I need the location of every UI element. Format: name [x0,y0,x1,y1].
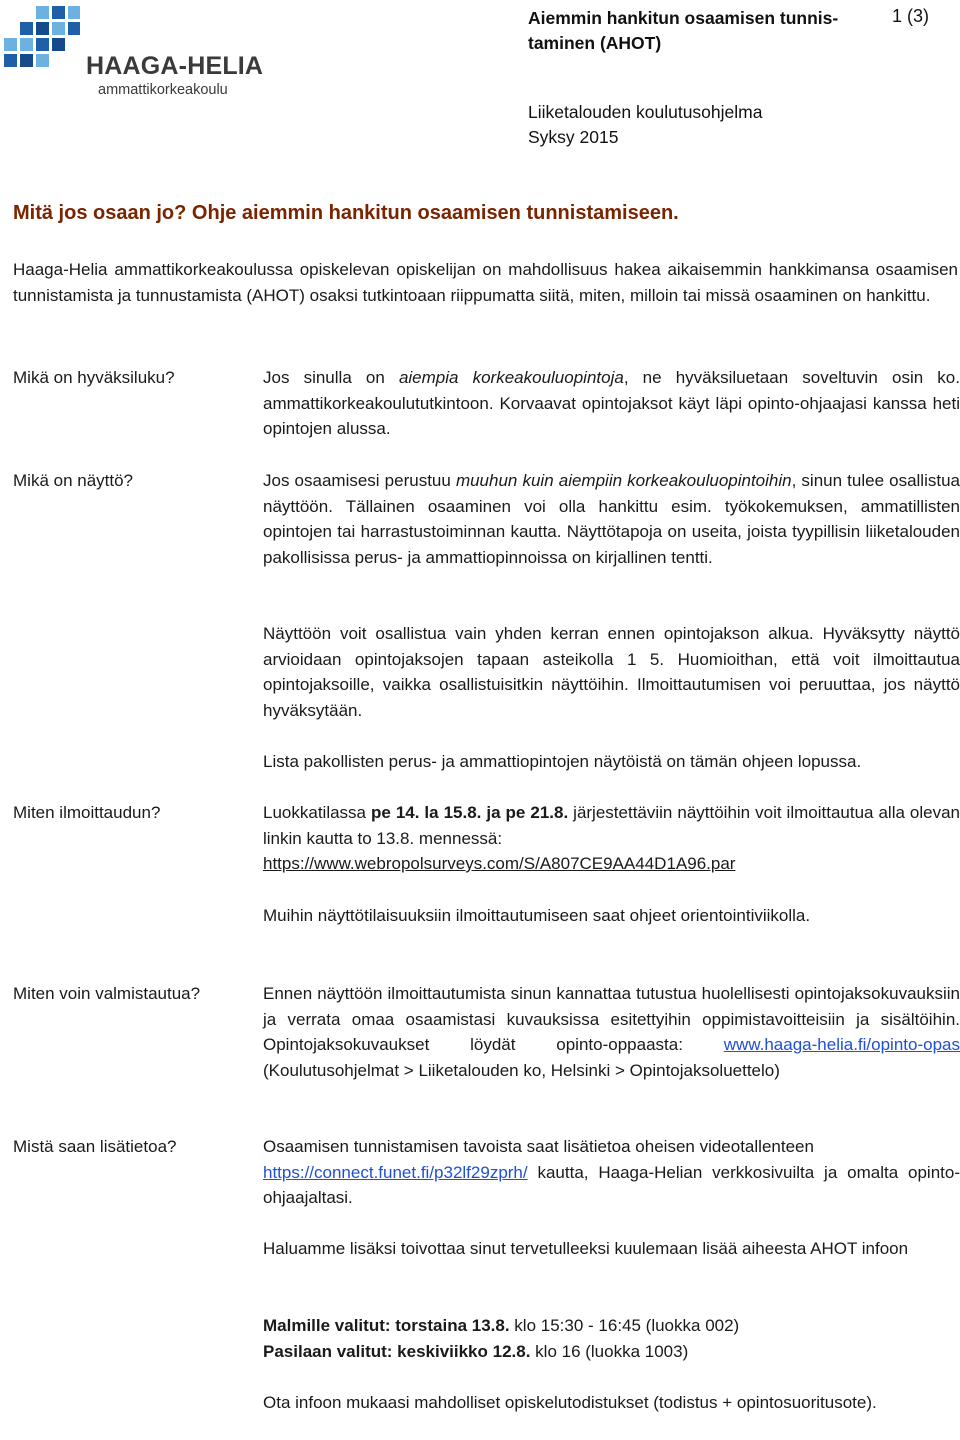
text-ilmoittaudun: Luokkatilassa pe 14. la 15.8. ja pe 21.8. järjestettäviin näyttöihin voit ilmoittautua alla olevan linkin kautta to 13.8. mennessä: https://www.webropolsurveys.com/S/A807CE9AA44D1A96.par [263,803,960,873]
emphasis-muu-osaaminen: muuhun kuin aiempiin korkeakouluopintoihin [455,471,792,490]
text-valmistautua: Ennen näyttöön ilmoittautumista sinun kannattaa tutustua huolellisesti opintojaksokuvauksiin ja verrata omaa osaamistasi kuvauksissa esitettyihin oppimistavoitteisiin ja sisältöihin. Opintojaksokuvaukset löydät opinto-oppaasta: www.haaga-helia.fi/opinto-opas (Koulutusohjelmat > Liiketalouden ko, Helsinki > Opintojaksoluettelo) [263,984,960,1080]
text-lisatietoa: Osaamisen tunnistamisen tavoista saat lisätietoa oheisen videotallenteen https://connect.funet.fi/p32lf29zprh/ kautta, Haaga-Helian verkkosivuilta ja omalta opinto-ohjaajaltasi. [263,1137,960,1207]
main-heading: Mitä jos osaan jo? Ohje aiemmin hankitun osaamisen tunnistamiseen. [13,202,679,224]
text-todistukset: Ota infoon mukaasi mahdolliset opiskelutodistukset (todistus + opintosuoritusote). [263,1393,877,1412]
term: Syksy 2015 [528,127,619,147]
logo-name: HAAGA-HELIA [86,52,264,80]
opinto-opas-link[interactable]: www.haaga-helia.fi/opinto-opas [723,1035,960,1054]
label-hyvaksiluku: Mikä on hyväksiluku? [13,368,175,387]
page-number: 1 (3) [892,6,930,26]
label-valmistautua: Miten voin valmistautua? [13,984,201,1003]
program-name: Liiketalouden koulutusohjelma [528,102,763,122]
label-ilmoittaudun: Miten ilmoittaudun? [13,803,161,822]
text-ahot-info: Haluamme lisäksi toivottaa sinut tervetulleeksi kuulemaan lisää aiheesta AHOT infoon [263,1239,909,1258]
dates-bold: pe 14. la 15.8. ja pe 21.8. [371,803,569,822]
logo-subtitle: ammattikorkeakoulu [98,82,228,98]
text-hyvaksiluku: Jos sinulla on aiempia korkeakouluopintoja, ne hyväksiluetaan soveltuvin osin ko. ammattikorkeakoulututkintoon. Korvaavat opintojaksot käyt läpi opinto-ohjaajasi kanssa heti opintojen alussa. [263,368,960,438]
text-naytto-arviointi: Näyttöön voit osallistua vain yhden kerran ennen opintojakson alkua. Hyväksytty näyttö arvioidaan opintojaksojen tapaan asteikolla 1 5. Huomioithan, että voit ilmoittautua opintojaksoille, vaikka osallistuisitkin näyttöihin. Ilmoittautumisen voi peruuttaa, jos näyttö hyväksytään. [263,624,960,720]
label-naytto: Mikä on näyttö? [13,471,134,490]
funet-video-link[interactable]: https://connect.funet.fi/p32lf29zprh/ [263,1162,528,1182]
emphasis-korkeakouluopinnot: aiempia korkeakouluopintoja [398,368,624,387]
intro-paragraph: Haaga-Helia ammattikorkeakoulussa opiskelevan opiskelijan on mahdollisuus hakea aikaisemmin hankkimansa osaamisen tunnistamista ja tunnustamista (AHOT) osaksi tutkintoaan riippumatta siitä, miten, milloin tai missä osaaminen on hankittu. [13,260,958,305]
label-lisatietoa: Mistä saan lisätietoa? [13,1137,177,1156]
webropol-link[interactable]: https://www.webropolsurveys.com/S/A807CE9AA44D1A96.par [263,854,736,873]
text-muut-nayttotilaisuudet: Muihin näyttötilaisuuksiin ilmoittautumiseen saat ohjeet orientointiviikolla. [263,906,811,925]
malmi-bold: Malmille valitut: torstaina 13.8. [263,1316,510,1335]
text-naytto-lista: Lista pakollisten perus- ja ammattiopintojen näytöistä on tämän ohjeen lopussa. [263,752,862,771]
haaga-helia-logo-mark [4,6,80,68]
text-info-sessions: Malmille valitut: torstaina 13.8. klo 15:30 - 16:45 (luokka 002) Pasilaan valitut: keskiviikko 12.8. klo 16 (luokka 1003) [263,1316,740,1361]
document-title: Aiemmin hankitun osaamisen tunnis-taminen (AHOT) [528,8,839,53]
pasila-bold: Pasilaan valitut: keskiviikko 12.8. [263,1341,531,1361]
text-naytto: Jos osaamisesi perustuu muuhun kuin aiempiin korkeakouluopintoihin, sinun tulee osallistua näyttöön. Tällainen osaaminen voi olla hankittu esim. työkokemuksen, ammatillisten opintojen tai harrastustoiminnan kautta. Näyttötapoja on useita, joista tyypillisin liiketalouden pakollisissa perus- ja ammattiopinnoissa on kirjallinen tentti. [263,471,960,567]
